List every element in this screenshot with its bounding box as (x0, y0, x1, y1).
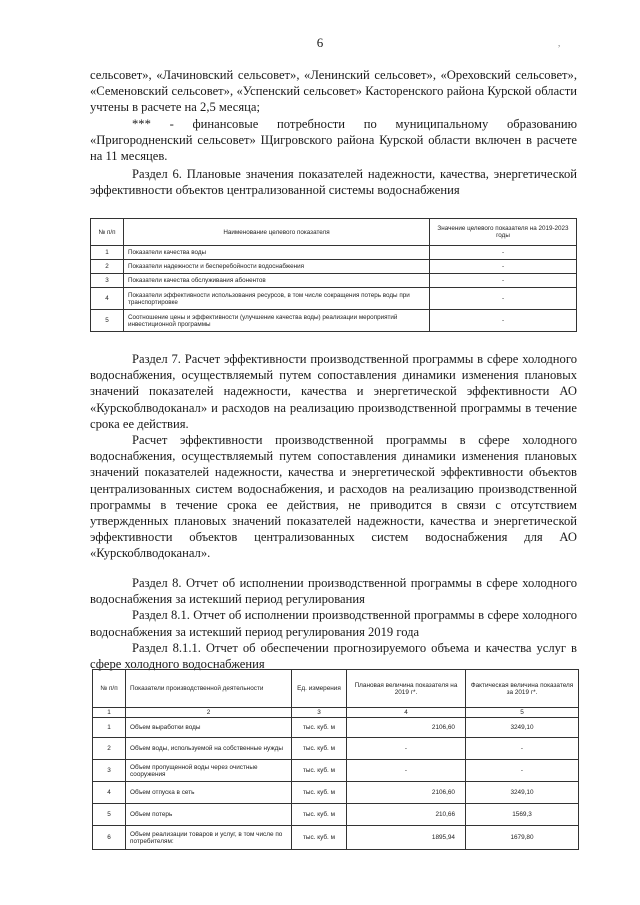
col-number: 5 (466, 708, 579, 718)
row-name: Показатели качества воды (124, 246, 430, 260)
section7-block (90, 351, 577, 562)
table-row (93, 826, 579, 850)
intro-paragraph-2: *** - финансовые потребности по муниципальному образованию «Пригородненский сельсовет» Щигровского района Курской области включен в расчете на 11 месяцев. (90, 116, 577, 164)
row-plan: 2106,60 (347, 718, 466, 738)
row-name: Показатели надежности и бесперебойности водоснабжения (124, 260, 430, 274)
row-plan: 210,66 (347, 804, 466, 826)
header-num: № п/п (91, 219, 124, 246)
col-number: 1 (93, 708, 126, 718)
row-name: Объем реализации товаров и услуг, в том числе по потребителям: (126, 826, 292, 850)
row-name: Объем выработки воды (126, 718, 292, 738)
row-fact: 1679,80 (466, 826, 579, 850)
row-unit: тыс. куб. м (292, 738, 347, 760)
col-number: 4 (347, 708, 466, 718)
row-unit: тыс. куб. м (292, 826, 347, 850)
row-num: 1 (93, 718, 126, 738)
table-row (93, 738, 579, 760)
row-num: 5 (93, 804, 126, 826)
column-number-row (93, 708, 579, 718)
table-row (91, 246, 577, 260)
header-fact: Фактическая величина показателя за 2019 г*. (466, 670, 579, 708)
row-plan: 1895,94 (347, 826, 466, 850)
row-fact: 3249,10 (466, 718, 579, 738)
row-num: 3 (91, 274, 124, 288)
section8-heading: Раздел 8. Отчет об исполнении производственной программы в сфере холодного водоснабжения за истекший период регулирования (90, 576, 577, 607)
row-name: Объем пропущенной воды через очистные сооружения (126, 760, 292, 782)
row-unit: тыс. куб. м (292, 760, 347, 782)
row-unit: тыс. куб. м (292, 718, 347, 738)
production-table-header (93, 670, 579, 708)
row-fact: - (466, 738, 579, 760)
row-fact: 3249,10 (466, 782, 579, 804)
corner-mark: , (558, 38, 561, 48)
header-name: Показатели производственной деятельности (126, 670, 292, 708)
row-plan: 2106,60 (347, 782, 466, 804)
table-row (93, 718, 579, 738)
section8-sub2: Раздел 8.1.1. Отчет об обеспечении прогнозируемого объема и качества услуг в сфере холодного водоснабжения (90, 640, 577, 672)
row-value: - (430, 274, 577, 288)
header-value: Значение целевого показателя на 2019-2023 годы (430, 219, 577, 246)
section7-heading: Раздел 7. Расчет эффективности производственной программы в сфере холодного водоснабжения, осуществляемый путем сопоставления динамики изменения плановых значений показателей надежности, качества и энергетической эффективности АО «Курскоблводоканал» и расходов на реализацию производственной программы в течение срока ее действия. (90, 352, 577, 431)
section7-body: Расчет эффективности производственной программы в сфере холодного водоснабжения, осуществляемый путем сопоставления динамики изменения плановых значений показателей надежности, качества и энергетической эффективности объектов централизованных систем водоснабжения, и расходов на реализацию производственной программы в течение срока ее действия, не приводится в связи с отсутствием утвержденных плановых значений показателей надежности, качества и энергетической эффективности объектов централизованных систем водоснабжения для АО «Курскоблводоканал». (90, 433, 577, 561)
table-row (91, 274, 577, 288)
targets-table-header (91, 219, 577, 246)
table-row (93, 804, 579, 826)
row-num: 5 (91, 310, 124, 332)
intro-block (90, 67, 577, 164)
production-report-table (92, 669, 579, 850)
row-num: 6 (93, 826, 126, 850)
row-name: Соотношение цены и эффективности (улучшение качества воды) реализации мероприятий инвестиционной программы (124, 310, 430, 332)
table-row (91, 288, 577, 310)
row-name: Объем отпуска в сеть (126, 782, 292, 804)
table-row (93, 782, 579, 804)
header-plan: Плановая величина показателя на 2019 г*. (347, 670, 466, 708)
row-num: 3 (93, 760, 126, 782)
section8-block (90, 575, 577, 672)
row-fact: 1569,3 (466, 804, 579, 826)
row-num: 1 (91, 246, 124, 260)
row-num: 4 (93, 782, 126, 804)
row-plan: - (347, 738, 466, 760)
header-num: № п/п (93, 670, 126, 708)
row-unit: тыс. куб. м (292, 804, 347, 826)
row-name: Показатели качества обслуживания абонентов (124, 274, 430, 288)
row-num: 4 (91, 288, 124, 310)
row-unit: тыс. куб. м (292, 782, 347, 804)
table-row (91, 260, 577, 274)
page-number: 6 (316, 35, 324, 50)
row-num: 2 (93, 738, 126, 760)
header-unit: Ед. измерения (292, 670, 347, 708)
section6-heading: Раздел 6. Плановые значения показателей надежности, качества, энергетической эффективности объектов централизованной системы водоснабжения (90, 167, 577, 198)
row-value: - (430, 246, 577, 260)
row-value: - (430, 310, 577, 332)
section8-sub1: Раздел 8.1. Отчет об исполнении производственной программы в сфере холодного водоснабжения за истекший период регулирования 2019 года (90, 608, 577, 639)
row-value: - (430, 288, 577, 310)
table-row (91, 310, 577, 332)
row-name: Объем воды, используемой на собственные нужды (126, 738, 292, 760)
col-number: 2 (126, 708, 292, 718)
row-name: Объем потерь (126, 804, 292, 826)
targets-table (90, 218, 577, 332)
intro-paragraph-1: сельсовет», «Лачиновский сельсовет», «Ленинский сельсовет», «Ореховский сельсовет», «Семеновский сельсовет», «Успенский сельсовет» Касторенского района Курской области учтены в расчете на 2,5 месяца; (90, 68, 577, 115)
row-num: 2 (91, 260, 124, 274)
table-row (93, 760, 579, 782)
row-name: Показатели эффективности использования ресурсов, в том числе сокращения потерь воды при транспортировке (124, 288, 430, 310)
row-value: - (430, 260, 577, 274)
col-number: 3 (292, 708, 347, 718)
header-name: Наименование целевого показателя (124, 219, 430, 246)
row-fact: - (466, 760, 579, 782)
row-plan: - (347, 760, 466, 782)
